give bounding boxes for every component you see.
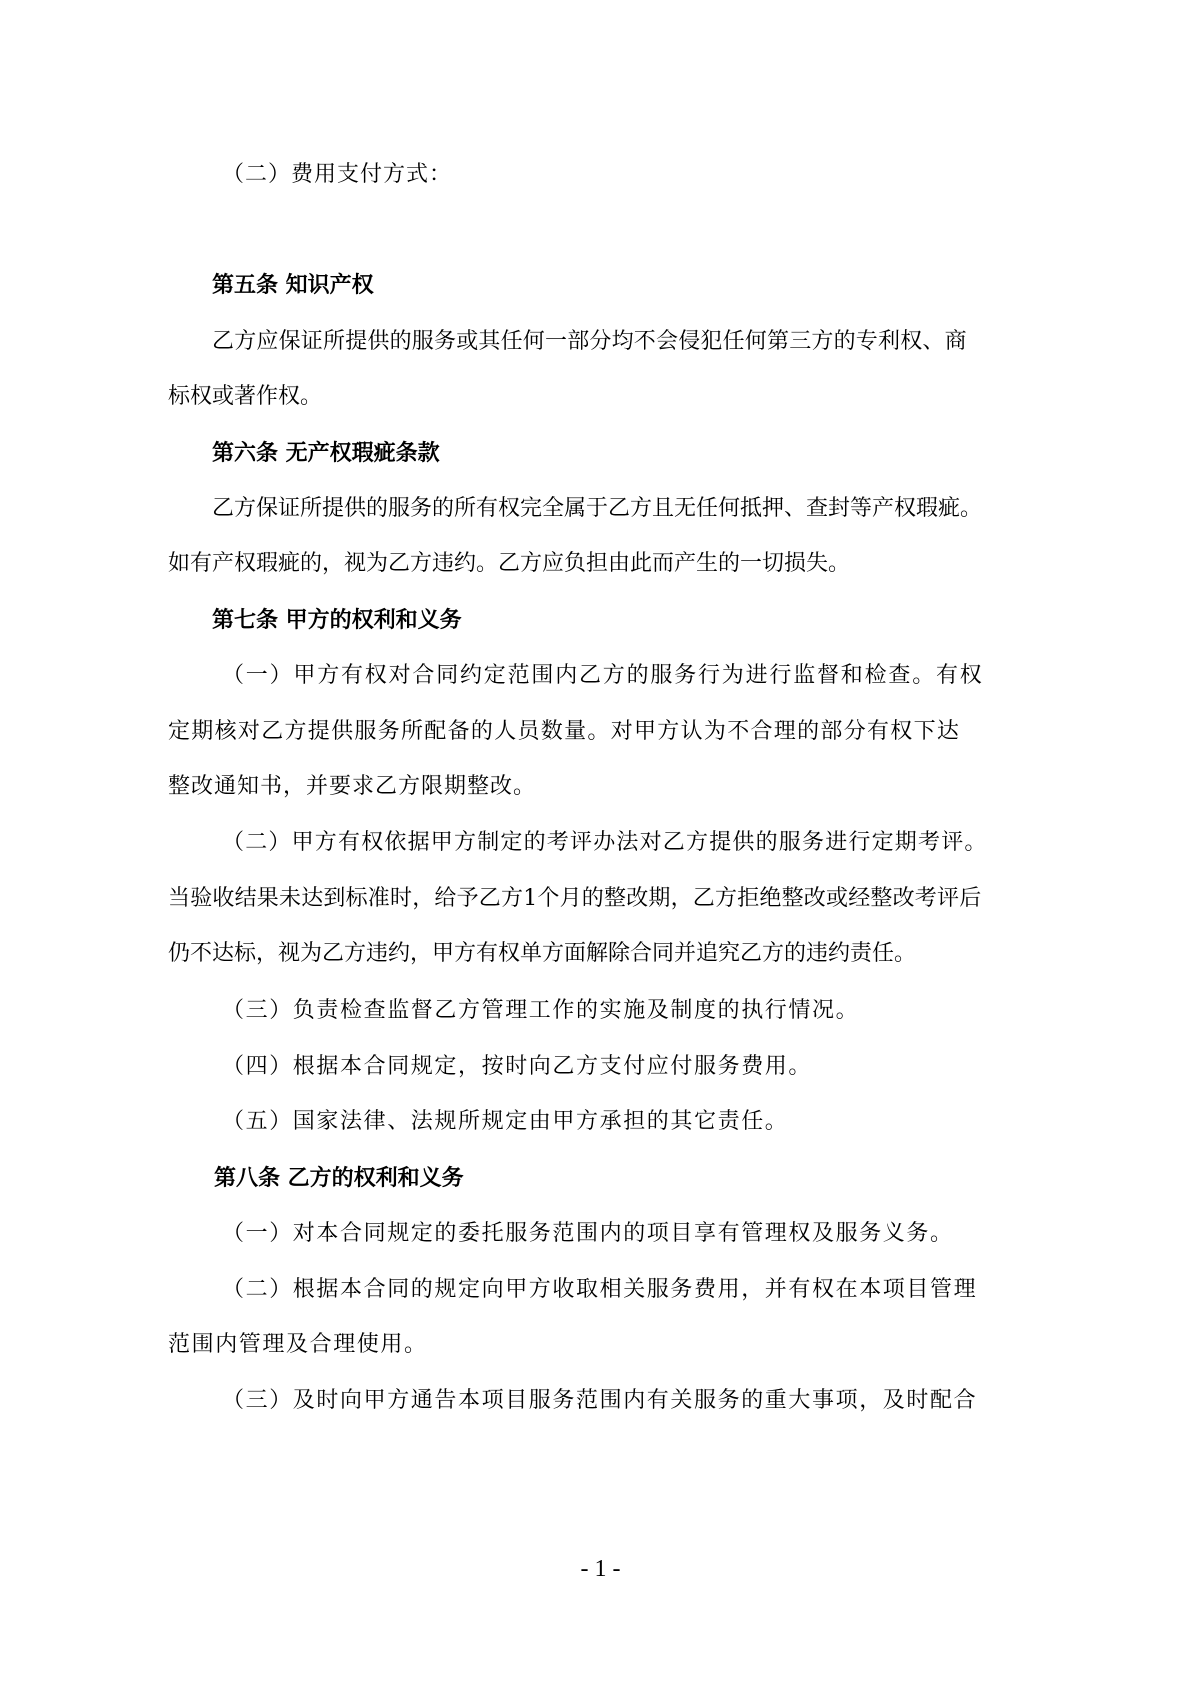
article-7-item-1-line-1: （一）甲方有权对合同约定范围内乙方的服务行为进行监督和检查。有权	[222, 663, 984, 688]
article-7-item-3: （三）负责检查监督乙方管理工作的实施及制度的执行情况。	[222, 998, 860, 1023]
article-5-heading: 第五条 知识产权	[212, 272, 374, 298]
article-8-item-1: （一）对本合同规定的委托服务范围内的项目享有管理权及服务义务。	[222, 1221, 954, 1246]
article-5-para-line-1: 乙方应保证所提供的服务或其任何一部分均不会侵犯任何第三方的专利权、商	[212, 329, 967, 354]
article-7-item-4: （四）根据本合同规定，按时向乙方支付应付服务费用。	[222, 1054, 813, 1079]
article-8-item-3-line-1: （三）及时向甲方通告本项目服务范围内有关服务的重大事项，及时配合	[222, 1388, 978, 1413]
article-8-item-2-line-2: 范围内管理及合理使用。	[168, 1332, 428, 1357]
article-7-item-5: （五）国家法律、法规所规定由甲方承担的其它责任。	[222, 1109, 789, 1134]
page-number: - 1 -	[580, 1556, 621, 1582]
article-7-item-2-line-2: 当验收结果未达到标准时，给予乙方1个月的整改期，乙方拒绝整改或经整改考评后	[168, 886, 982, 911]
article-5-para-line-2: 标权或著作权。	[168, 384, 323, 409]
article-7-item-1-line-2: 定期核对乙方提供服务所配备的人员数量。对甲方认为不合理的部分有权下达	[168, 719, 961, 744]
article-6-heading: 第六条 无产权瑕疵条款	[212, 440, 440, 466]
payment-method-heading: （二）费用支付方式：	[222, 162, 453, 187]
article-8-item-2-line-1: （二）根据本合同的规定向甲方收取相关服务费用，并有权在本项目管理	[222, 1277, 978, 1302]
article-6-para-line-1: 乙方保证所提供的服务的所有权完全属于乙方且无任何抵押、查封等产权瑕疵。	[212, 496, 983, 521]
article-6-para-line-2: 如有产权瑕疵的，视为乙方违约。乙方应负担由此而产生的一切损失。	[168, 551, 851, 576]
article-7-item-2-line-1: （二）甲方有权依据甲方制定的考评办法对乙方提供的服务进行定期考评。	[222, 830, 988, 855]
article-7-item-2-line-3: 仍不达标，视为乙方违约，甲方有权单方面解除合同并追究乙方的违约责任。	[168, 941, 917, 966]
article-7-item-1-line-3: 整改通知书，并要求乙方限期整改。	[168, 774, 537, 799]
article-8-heading: 第八条 乙方的权利和义务	[214, 1165, 464, 1191]
article-7-heading: 第七条 甲方的权利和义务	[212, 607, 462, 633]
